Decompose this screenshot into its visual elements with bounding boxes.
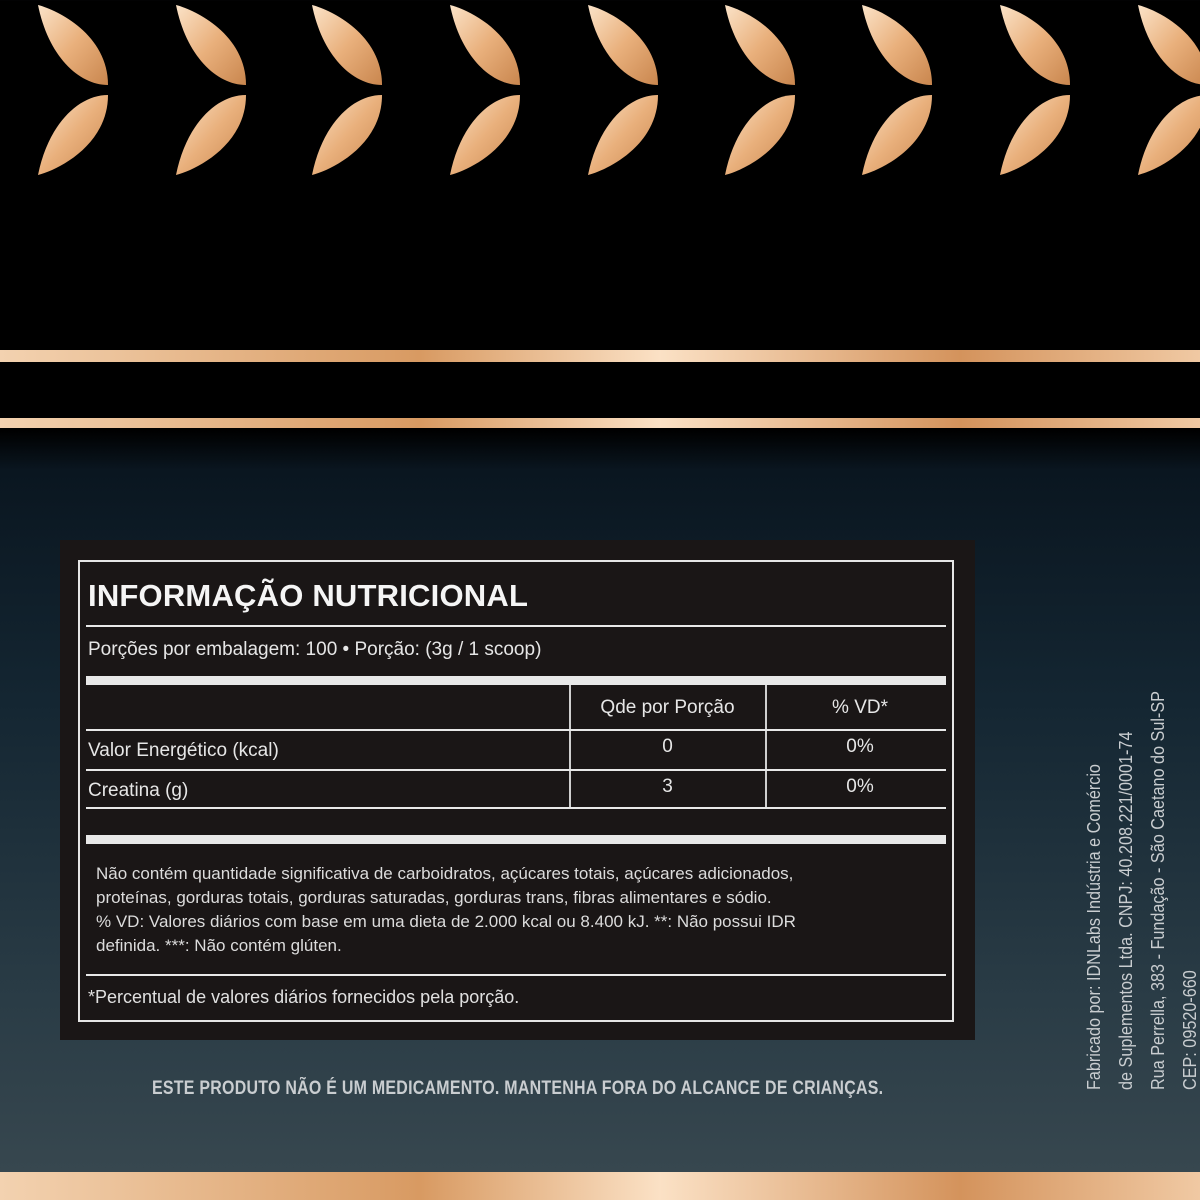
note-line: definida. ***: Não contém glúten. <box>96 936 342 955</box>
leaf-pattern <box>0 0 1200 180</box>
manufacturer-line: Fabricado por: IDNLabs Indústria e Comércio <box>1084 764 1104 1090</box>
gold-band-middle <box>0 418 1200 428</box>
divider <box>86 974 946 976</box>
row-label-energy: Valor Energético (kcal) <box>88 740 279 761</box>
dv-footnote: *Percentual de valores diários fornecidos pela porção. <box>88 987 520 1007</box>
note-line: proteínas, gorduras totais, gorduras saturadas, gorduras trans, fibras alimentares e sódio. <box>96 888 772 907</box>
manufacturer-line: CEP: 09520-660 <box>1180 970 1200 1090</box>
servings-text: Porções por embalagem: 100 • Porção: (3g / 1 scoop) <box>88 639 542 660</box>
manufacturer-line: Rua Perrella, 383 - Fundação - São Caetano do Sul-SP <box>1148 691 1168 1090</box>
column-divider <box>765 685 767 807</box>
divider <box>86 625 946 627</box>
leaf-chevron-icon <box>1138 5 1200 175</box>
leaf-chevron-icon <box>38 5 108 175</box>
leaf-chevron-icon <box>1000 5 1070 175</box>
row-divider <box>86 729 946 731</box>
row-divider <box>86 769 946 771</box>
row-dv-energy: 0% <box>846 736 874 757</box>
nutrition-panel <box>60 540 975 1040</box>
note-line: % VD: Valores diários com base em uma dieta de 2.000 kcal ou 8.400 kJ. **: Não possui IDR <box>96 912 796 931</box>
row-dv-creatine: 0% <box>846 776 874 797</box>
note-line: Não contém quantidade significativa de carboidratos, açúcares totais, açúcares adicionados, <box>96 864 794 883</box>
leaf-chevron-icon <box>588 5 658 175</box>
warning-text: ESTE PRODUTO NÃO É UM MEDICAMENTO. MANTENHA FORA DO ALCANCE DE CRIANÇAS. <box>152 1078 884 1099</box>
divider-thick <box>86 807 946 809</box>
gold-band-top <box>0 350 1200 362</box>
row-label-creatine: Creatina (g) <box>88 780 189 801</box>
row-qty-energy: 0 <box>662 736 673 757</box>
leaf-chevron-icon <box>862 5 932 175</box>
nutrition-notes <box>96 862 926 958</box>
manufacturer-line: de Suplementos Ltda. CNPJ: 40.208.221/0001-74 <box>1116 731 1136 1090</box>
header-dv: % VD* <box>832 696 888 718</box>
gold-band-bottom <box>0 1172 1200 1200</box>
divider-thick <box>86 676 946 685</box>
leaf-chevron-icon <box>450 5 520 175</box>
header-qty: Qde por Porção <box>600 696 735 718</box>
manufacturer-info <box>1078 570 1200 1090</box>
row-qty-creatine: 3 <box>662 776 673 797</box>
nutrition-table-frame <box>78 560 954 1022</box>
nutrition-title: INFORMAÇÃO NUTRICIONAL <box>88 578 529 613</box>
leaf-chevron-icon <box>725 5 795 175</box>
divider-thick <box>86 835 946 844</box>
leaf-chevron-icon <box>176 5 246 175</box>
leaf-chevron-icon <box>312 5 382 175</box>
